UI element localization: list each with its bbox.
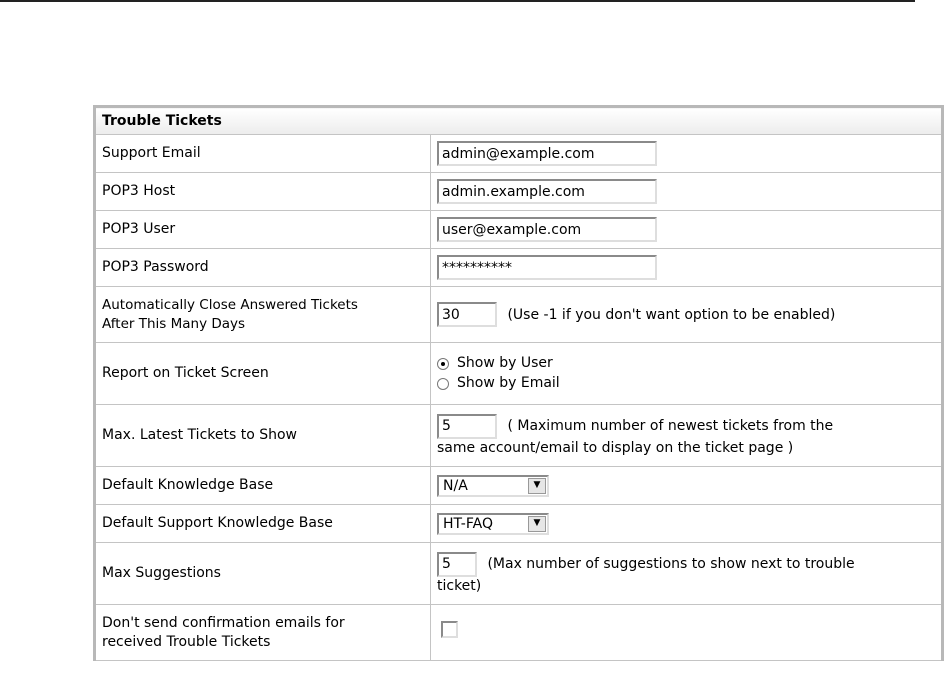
default-kb-select[interactable] xyxy=(437,475,549,497)
default-support-kb-label: Default Support Knowledge Base xyxy=(95,505,431,543)
default-support-kb-select-value: HT-FAQ xyxy=(443,515,493,532)
report-option-email-label: Show by Email xyxy=(457,375,560,391)
max-suggestions-label: Max Suggestions xyxy=(95,543,431,605)
no-confirm-label xyxy=(95,605,431,661)
max-latest-row xyxy=(95,405,943,467)
auto-close-hint: (Use -1 if you don't want option to be enabled) xyxy=(507,306,836,323)
default-kb-row xyxy=(95,467,943,505)
auto-close-label-line1: Automatically Close Answered Tickets xyxy=(102,296,358,313)
default-kb-label: Default Knowledge Base xyxy=(95,467,431,505)
section-title: Trouble Tickets xyxy=(95,107,943,135)
max-latest-label: Max. Latest Tickets to Show xyxy=(95,405,431,467)
pop3-host-row xyxy=(95,173,943,211)
pop3-user-input[interactable] xyxy=(437,217,657,242)
no-confirm-row xyxy=(95,605,943,661)
pop3-host-input[interactable] xyxy=(437,179,657,204)
auto-close-row xyxy=(95,287,943,343)
chevron-down-icon[interactable]: ▼ xyxy=(528,516,546,532)
report-radio-user[interactable] xyxy=(437,358,449,370)
support-email-label: Support Email xyxy=(95,135,431,173)
default-support-kb-row xyxy=(95,505,943,543)
pop3-host-label: POP3 Host xyxy=(95,173,431,211)
max-suggestions-row xyxy=(95,543,943,605)
report-row xyxy=(95,343,943,405)
max-latest-input[interactable] xyxy=(437,414,497,439)
top-divider xyxy=(0,0,915,2)
pop3-user-label: POP3 User xyxy=(95,211,431,249)
no-confirm-label-line2: received Trouble Tickets xyxy=(102,633,271,650)
max-suggestions-input[interactable] xyxy=(437,552,477,577)
pop3-password-row xyxy=(95,249,943,287)
report-option-user[interactable] xyxy=(437,354,935,374)
report-option-user-label: Show by User xyxy=(457,355,553,371)
auto-close-days-input[interactable] xyxy=(437,302,497,327)
no-confirm-label-line1: Don't send confirmation emails for xyxy=(102,614,345,631)
section-header-row xyxy=(95,107,943,135)
report-label: Report on Ticket Screen xyxy=(95,343,431,405)
support-email-row xyxy=(95,135,943,173)
no-confirm-checkbox[interactable] xyxy=(441,621,458,638)
report-option-email[interactable] xyxy=(437,374,935,394)
auto-close-label xyxy=(95,287,431,343)
chevron-down-icon[interactable]: ▼ xyxy=(528,478,546,494)
pop3-password-label: POP3 Password xyxy=(95,249,431,287)
max-latest-hint-line1: ( Maximum number of newest tickets from the xyxy=(507,418,834,434)
pop3-user-row xyxy=(95,211,943,249)
support-email-input[interactable] xyxy=(437,141,657,166)
max-suggestions-hint-line2: ticket) xyxy=(437,577,482,594)
max-latest-hint-line2: same account/email to display on the ticket page ) xyxy=(437,439,794,456)
trouble-tickets-settings-table xyxy=(93,105,944,661)
auto-close-label-line2: After This Many Days xyxy=(102,315,246,332)
report-radio-email[interactable] xyxy=(437,378,449,390)
max-suggestions-hint-line1: (Max number of suggestions to show next to trouble xyxy=(487,556,855,572)
default-support-kb-select[interactable] xyxy=(437,513,549,535)
default-kb-select-value: N/A xyxy=(443,477,468,494)
pop3-password-input[interactable] xyxy=(437,255,657,280)
